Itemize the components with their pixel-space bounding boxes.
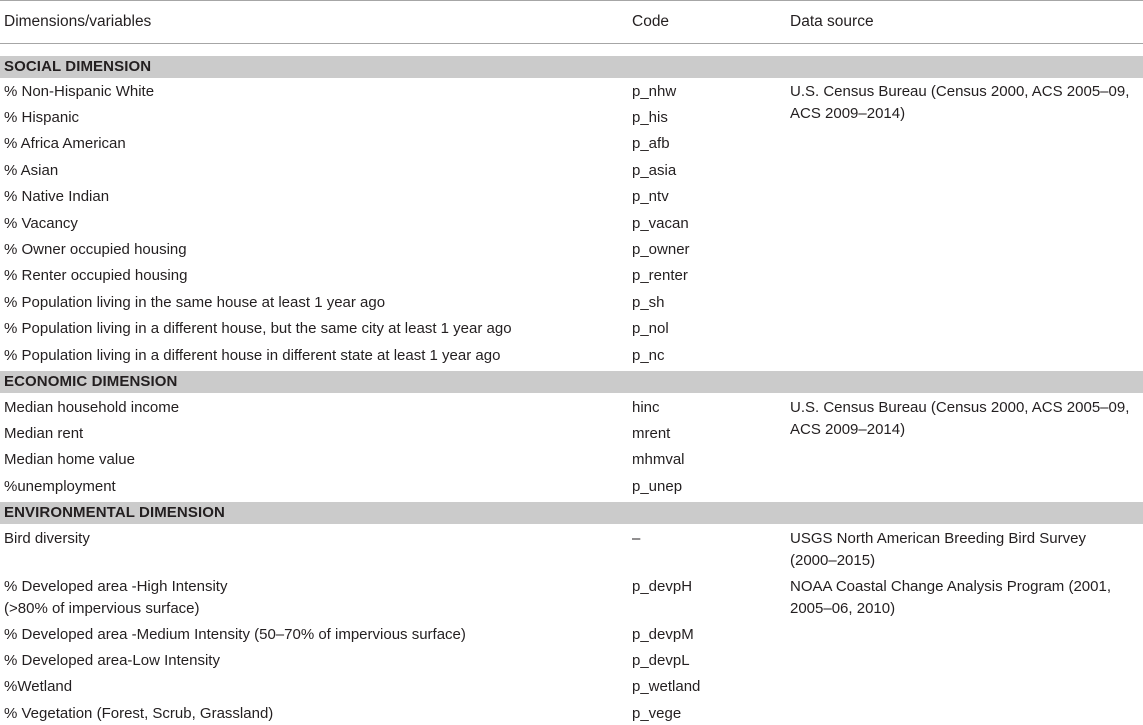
table-cell-variable: % Africa American <box>4 135 126 152</box>
table-cell-source: U.S. Census Bureau (Census 2000, ACS 2005–09, <box>790 399 1130 416</box>
table-cell-code: p_vacan <box>632 215 689 232</box>
header-rule <box>0 43 1143 44</box>
header-variables: Dimensions/variables <box>4 13 152 30</box>
table-cell-code: p_nol <box>632 320 669 337</box>
table-cell-code: p_devpL <box>632 652 690 669</box>
table-cell-variable: % Hispanic <box>4 109 80 126</box>
table-cell-code: p_afb <box>632 135 670 152</box>
table-cell-variable: % Owner occupied housing <box>4 241 187 258</box>
table-cell-variable: % Non-Hispanic White <box>4 83 155 100</box>
table-cell-variable: Median rent <box>4 425 84 442</box>
table-cell-code: p_unep <box>632 478 683 495</box>
table-cell-code: p_devpH <box>632 578 693 595</box>
table-cell-variable: %Wetland <box>4 678 73 695</box>
table-cell-variable: % Population living in the same house at least 1 year ago <box>4 294 386 311</box>
table-cell-variable: % Developed area -High Intensity <box>4 578 228 595</box>
table-cell-variable: % Vegetation (Forest, Scrub, Grassland) <box>4 705 274 722</box>
table-cell-source: ACS 2009–2014) <box>790 421 906 438</box>
table-cell-code: p_devpM <box>632 626 694 643</box>
table-cell-variable: % Developed area -Medium Intensity (50–70% of impervious surface) <box>4 626 466 643</box>
table-cell-variable: Median home value <box>4 451 135 468</box>
table-cell-source: U.S. Census Bureau (Census 2000, ACS 2005–09, <box>790 83 1130 100</box>
header-code: Code <box>632 13 670 30</box>
table-cell-code: mhmval <box>632 451 685 468</box>
table-cell-code: p_sh <box>632 294 665 311</box>
table-cell-variable: % Native Indian <box>4 188 110 205</box>
table-cell-code: p_owner <box>632 241 690 258</box>
table-cell-variable: Median household income <box>4 399 180 416</box>
table-cell-variable: % Population living in a different house in different state at least 1 year ago <box>4 347 501 364</box>
table-cell-variable: % Developed area-Low Intensity <box>4 652 220 669</box>
section-title-environmental: ENVIRONMENTAL DIMENSION <box>4 504 225 521</box>
table-cell-source: NOAA Coastal Change Analysis Program (2001, <box>790 578 1111 595</box>
table-cell-code: p_ntv <box>632 188 669 205</box>
table-cell-variable: Bird diversity <box>4 530 90 547</box>
table-cell-source: (2000–2015) <box>790 552 876 569</box>
table-cell-code: p_vege <box>632 705 682 722</box>
table-cell-code: p_his <box>632 109 668 126</box>
table-cell-code: p_asia <box>632 162 677 179</box>
table-cell-variable: % Population living in a different house, but the same city at least 1 year ago <box>4 320 512 337</box>
section-band-social <box>0 56 1143 78</box>
table-cell-code: p_nc <box>632 347 665 364</box>
table-cell-variable: % Asian <box>4 162 59 179</box>
table-cell-source: USGS North American Breeding Bird Survey <box>790 530 1086 547</box>
section-title-social: SOCIAL DIMENSION <box>4 58 152 75</box>
section-title-economic: ECONOMIC DIMENSION <box>4 373 178 390</box>
table-cell-code: p_nhw <box>632 83 677 100</box>
table-cell-code: hinc <box>632 399 660 416</box>
table-cell-code: p_wetland <box>632 678 701 695</box>
table-cell-variable-cont: (>80% of impervious surface) <box>4 600 200 617</box>
table-cell-source: 2005–06, 2010) <box>790 600 896 617</box>
header-data-source: Data source <box>790 13 874 30</box>
table-cell-code: mrent <box>632 425 671 442</box>
table-cell-code: p_renter <box>632 267 688 284</box>
table-cell-variable: % Vacancy <box>4 215 78 232</box>
table-cell-code: – <box>632 530 641 547</box>
table-top-rule <box>0 0 1143 1</box>
table-cell-source: ACS 2009–2014) <box>790 105 906 122</box>
table-cell-variable: %unemployment <box>4 478 116 495</box>
section-band-environmental <box>0 502 1143 524</box>
table-cell-variable: % Renter occupied housing <box>4 267 188 284</box>
section-band-economic <box>0 371 1143 393</box>
